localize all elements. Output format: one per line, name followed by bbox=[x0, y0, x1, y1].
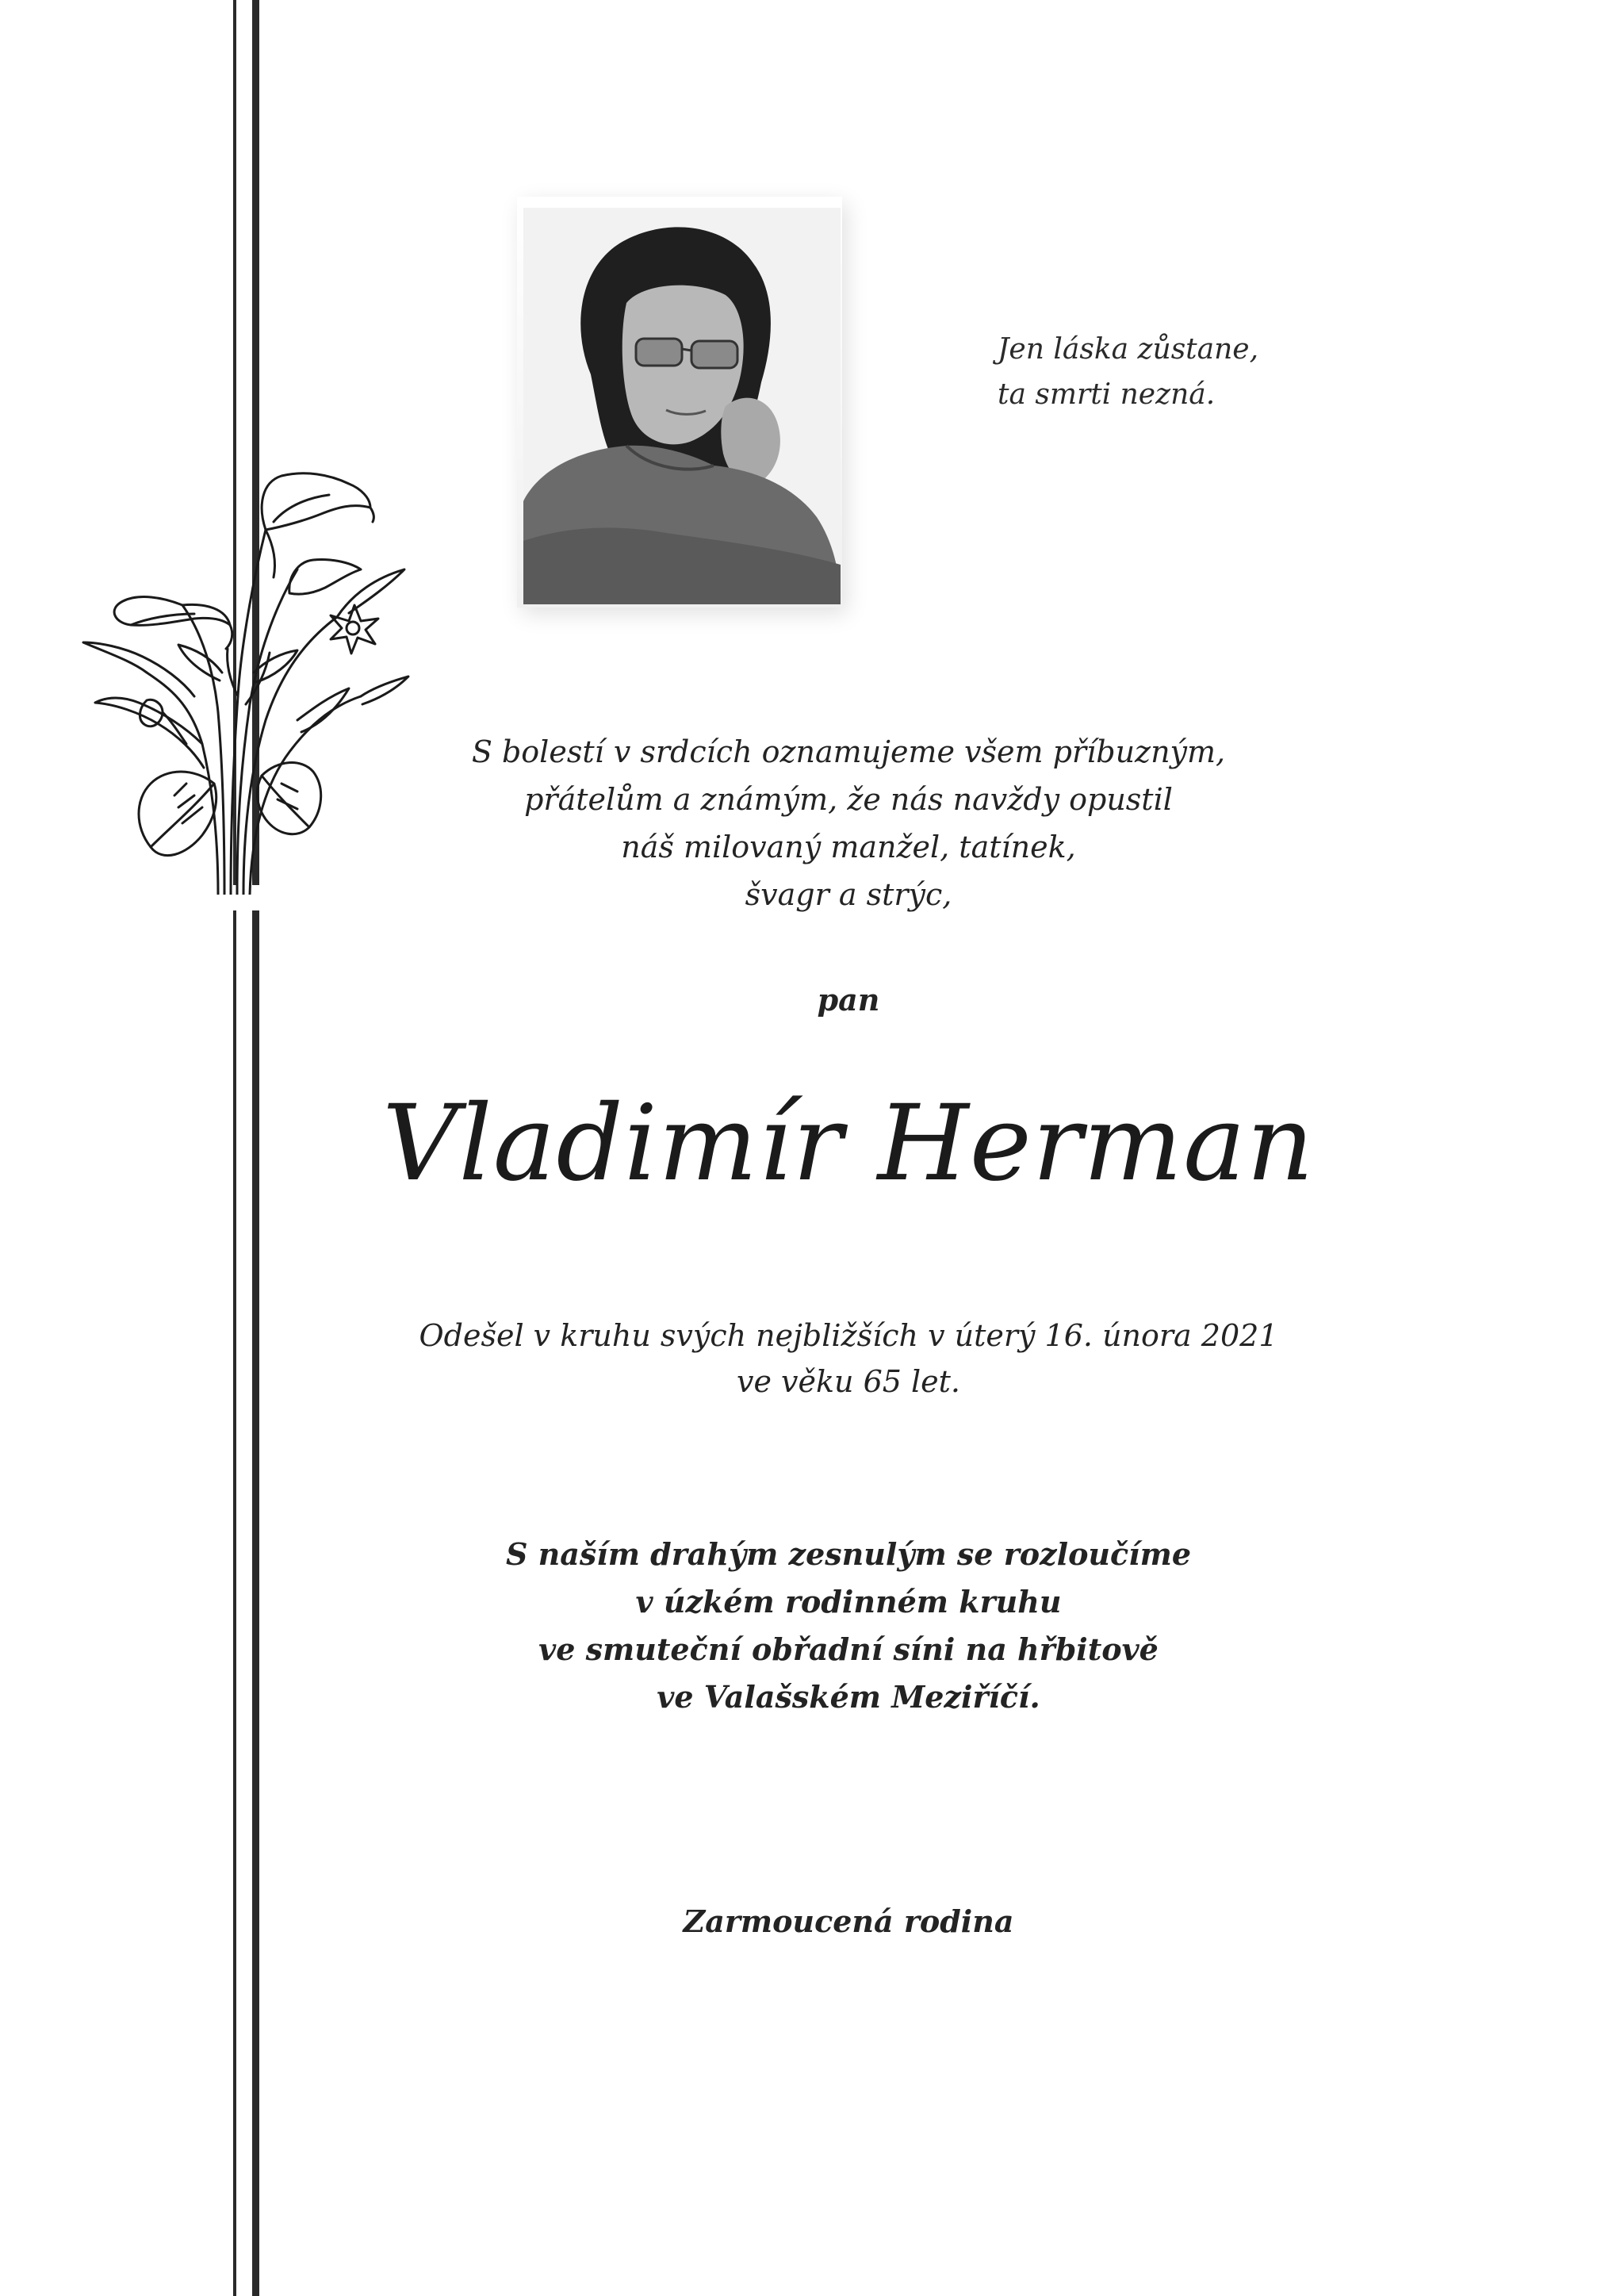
motto-line: Jen láska zůstane, bbox=[998, 333, 1259, 366]
honorific: pan bbox=[817, 982, 880, 1018]
death-info-line: ve věku 65 let. bbox=[737, 1364, 960, 1399]
ceremony-line: ve smuteční obřadní síni na hřbitově bbox=[538, 1631, 1159, 1667]
ceremony-line: v úzkém rodinném kruhu bbox=[635, 1584, 1062, 1619]
portrait-photo bbox=[523, 208, 841, 604]
announcement-line: švagr a strýc, bbox=[745, 877, 952, 912]
vertical-rule-thin bbox=[233, 0, 236, 2296]
death-info bbox=[333, 1313, 1364, 1405]
death-info-line: Odešel v kruhu svých nejbližších v úterý 16. února 2021 bbox=[419, 1318, 1278, 1353]
motto bbox=[998, 327, 1331, 417]
deceased-name: Vladimír Herman bbox=[382, 1083, 1315, 1205]
ceremony-line: S naším drahým zesnulým se rozloučíme bbox=[505, 1536, 1192, 1572]
announcement-line: přátelům a známým, že nás navždy opustil bbox=[524, 782, 1173, 817]
vertical-rule-thick bbox=[252, 0, 259, 2296]
announcement-line: náš milovaný manžel, tatínek, bbox=[621, 830, 1076, 864]
announcement-line: S bolestí v srdcích oznamujeme všem příbuzným, bbox=[471, 734, 1226, 769]
ceremony-line: ve Valašském Meziříčí. bbox=[657, 1679, 1040, 1715]
ceremony-info bbox=[333, 1531, 1364, 1721]
announcement bbox=[333, 728, 1364, 918]
signature: Zarmoucená rodina bbox=[683, 1903, 1014, 1939]
motto-line: ta smrti nezná. bbox=[998, 378, 1216, 411]
